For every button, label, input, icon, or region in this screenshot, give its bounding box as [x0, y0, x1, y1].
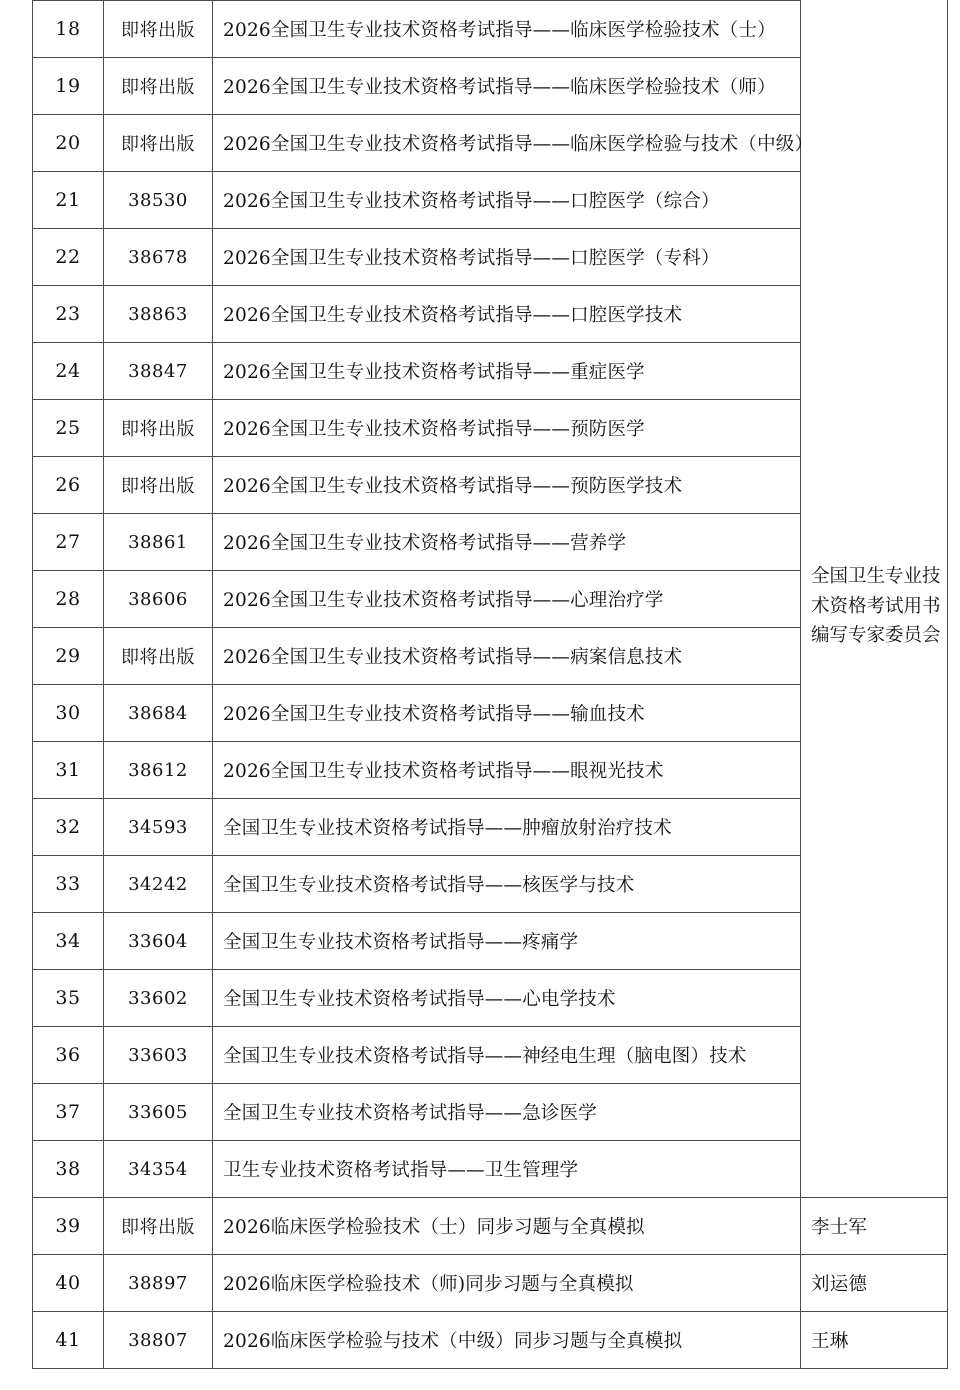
- cell-title: 全国卫生专业技术资格考试指导——核医学与技术: [213, 856, 801, 913]
- cell-title: 2026全国卫生专业技术资格考试指导——临床医学检验技术（师）: [213, 58, 801, 115]
- cell-isbn: 38684: [104, 685, 213, 742]
- cell-isbn: 即将出版: [104, 400, 213, 457]
- cell-title: 全国卫生专业技术资格考试指导——急诊医学: [213, 1084, 801, 1141]
- cell-index: 35: [33, 970, 104, 1027]
- cell-index: 22: [33, 229, 104, 286]
- committee-line-3: 编写专家委员会: [811, 625, 941, 647]
- cell-title: 全国卫生专业技术资格考试指导——肿瘤放射治疗技术: [213, 799, 801, 856]
- cell-isbn: 即将出版: [104, 628, 213, 685]
- cell-title: 全国卫生专业技术资格考试指导——疼痛学: [213, 913, 801, 970]
- cell-index: 39: [33, 1198, 104, 1255]
- cell-isbn: 即将出版: [104, 1198, 213, 1255]
- cell-title: 2026临床医学检验技术（士）同步习题与全真模拟: [213, 1198, 801, 1255]
- cell-isbn: 38861: [104, 514, 213, 571]
- cell-title: 2026全国卫生专业技术资格考试指导——重症医学: [213, 343, 801, 400]
- cell-author-committee-merged: [801, 0, 948, 1198]
- cell-index: 21: [33, 172, 104, 229]
- book-catalog-table: [32, 0, 948, 1369]
- table-row: [33, 1255, 948, 1312]
- cell-index: 29: [33, 628, 104, 685]
- cell-isbn: 34593: [104, 799, 213, 856]
- cell-isbn: 即将出版: [104, 115, 213, 172]
- cell-isbn: 38807: [104, 1312, 213, 1369]
- cell-title: 2026全国卫生专业技术资格考试指导——营养学: [213, 514, 801, 571]
- cell-index: 38: [33, 1141, 104, 1198]
- cell-title: 2026全国卫生专业技术资格考试指导——口腔医学（综合）: [213, 172, 801, 229]
- cell-title: 2026全国卫生专业技术资格考试指导——眼视光技术: [213, 742, 801, 799]
- cell-index: 37: [33, 1084, 104, 1141]
- cell-title: 2026全国卫生专业技术资格考试指导——临床医学检验技术（士）: [213, 1, 801, 58]
- cell-index: 33: [33, 856, 104, 913]
- cell-isbn: 34242: [104, 856, 213, 913]
- cell-index: 24: [33, 343, 104, 400]
- cell-index: 19: [33, 58, 104, 115]
- cell-title: 全国卫生专业技术资格考试指导——心电学技术: [213, 970, 801, 1027]
- cell-title: 2026全国卫生专业技术资格考试指导——病案信息技术: [213, 628, 801, 685]
- cell-isbn: 33604: [104, 913, 213, 970]
- cell-index: 31: [33, 742, 104, 799]
- cell-title: 2026全国卫生专业技术资格考试指导——输血技术: [213, 685, 801, 742]
- cell-isbn: 38863: [104, 286, 213, 343]
- cell-title: 2026全国卫生专业技术资格考试指导——预防医学技术: [213, 457, 801, 514]
- cell-author: 王琳: [801, 1312, 948, 1369]
- cell-index: 30: [33, 685, 104, 742]
- cell-title: 2026全国卫生专业技术资格考试指导——口腔医学技术: [213, 286, 801, 343]
- cell-isbn: 33603: [104, 1027, 213, 1084]
- committee-line-2: 术资格考试用书: [811, 595, 941, 617]
- cell-title: 2026全国卫生专业技术资格考试指导——心理治疗学: [213, 571, 801, 628]
- cell-title: 2026全国卫生专业技术资格考试指导——临床医学检验与技术（中级）: [213, 115, 801, 172]
- cell-index: 18: [33, 1, 104, 58]
- cell-index: 34: [33, 913, 104, 970]
- cell-isbn: 38530: [104, 172, 213, 229]
- cell-title: 2026临床医学检验与技术（中级）同步习题与全真模拟: [213, 1312, 801, 1369]
- cell-isbn: 38612: [104, 742, 213, 799]
- cell-isbn: 即将出版: [104, 457, 213, 514]
- cell-index: 41: [33, 1312, 104, 1369]
- cell-index: 28: [33, 571, 104, 628]
- cell-index: 27: [33, 514, 104, 571]
- table-row: [33, 1198, 948, 1255]
- cell-index: 32: [33, 799, 104, 856]
- cell-index: 40: [33, 1255, 104, 1312]
- cell-isbn: 33605: [104, 1084, 213, 1141]
- cell-author: 李士军: [801, 1198, 948, 1255]
- cell-isbn: 即将出版: [104, 1, 213, 58]
- cell-index: 25: [33, 400, 104, 457]
- cell-isbn: 34354: [104, 1141, 213, 1198]
- table-row: [33, 1312, 948, 1369]
- cell-index: 23: [33, 286, 104, 343]
- cell-index: 20: [33, 115, 104, 172]
- cell-title: 2026全国卫生专业技术资格考试指导——预防医学: [213, 400, 801, 457]
- cell-isbn: 38847: [104, 343, 213, 400]
- cell-author: 刘运德: [801, 1255, 948, 1312]
- cell-isbn: 即将出版: [104, 58, 213, 115]
- cell-isbn: 38897: [104, 1255, 213, 1312]
- cell-index: 36: [33, 1027, 104, 1084]
- cell-isbn: 33602: [104, 970, 213, 1027]
- table-body: [33, 0, 948, 1369]
- cell-title: 2026临床医学检验技术（师)同步习题与全真模拟: [213, 1255, 801, 1312]
- cell-title: 卫生专业技术资格考试指导——卫生管理学: [213, 1141, 801, 1198]
- cell-title: 全国卫生专业技术资格考试指导——神经电生理（脑电图）技术: [213, 1027, 801, 1084]
- cell-index: 26: [33, 457, 104, 514]
- cell-isbn: 38606: [104, 571, 213, 628]
- committee-line-1: 全国卫生专业技: [811, 565, 941, 587]
- cell-isbn: 38678: [104, 229, 213, 286]
- cell-title: 2026全国卫生专业技术资格考试指导——口腔医学（专科）: [213, 229, 801, 286]
